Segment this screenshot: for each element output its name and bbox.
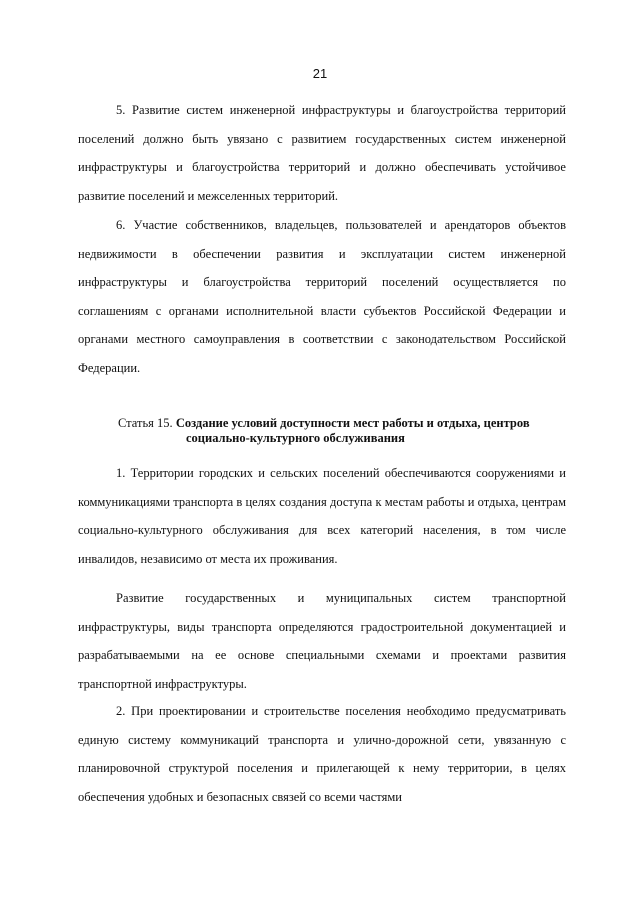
- article-label: Статья 15.: [118, 416, 173, 430]
- page-number: 21: [312, 66, 328, 81]
- paragraph-6-owners-participation: 6. Участие собственников, владельцев, пользователей и арендаторов объектов недвижимости в обеспечении развития и эксплуатации систем инженерной инфраструктуры и благоустройства территорий поселений осуществляется по соглашениям с органами исполнительной власти субъектов Российской Федерации и органами местного самоуправления в соответствии с законодательством Российской Федерации.: [78, 218, 566, 375]
- article-15-heading: [118, 416, 568, 445]
- paragraph-transport-development: Развитие государственных и муниципальных систем транспортной инфраструктуры, виды транспорта определяются градостроительной документацией и разрабатываемыми на ее основе специальными схемами и проектами развития транспортной инфраструктуры.: [78, 591, 566, 691]
- paragraph-5-engineering-infrastructure: 5. Развитие систем инженерной инфраструктуры и благоустройства территорий поселений должно быть увязано с развитием государственных систем инженерной инфраструктуры и благоустройства территорий и должно обеспечивать устойчивое развитие поселений и межселенных территорий.: [78, 103, 566, 203]
- article-title-line1: Создание условий доступности мест работы и отдыха, центров: [175, 416, 530, 430]
- paragraph-2-design-construction: 2. При проектировании и строительстве поселения необходимо предусматривать единую систему коммуникаций транспорта и улично-дорожной сети, увязанную с планировочной структурой поселения и прилегающей к нему территории, в целях обеспечения удобных и безопасных связей со всеми частями: [78, 704, 566, 804]
- paragraph-1-transport-access: 1. Территории городских и сельских поселений обеспечиваются сооружениями и коммуникациями транспорта в целях создания доступа к местам работы и отдыха, центрам социально-культурного обслуживания для всех категорий населения, в том числе инвалидов, независимо от места их проживания.: [78, 466, 566, 566]
- article-title-line2: социально-культурного обслуживания: [186, 430, 405, 445]
